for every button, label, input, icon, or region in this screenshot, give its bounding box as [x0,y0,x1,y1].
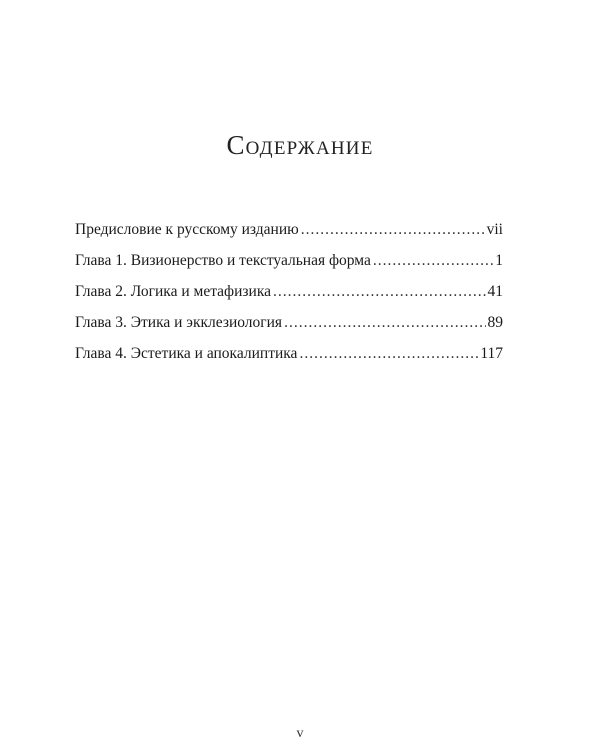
dot-leader [299,342,478,366]
table-of-contents [75,218,503,366]
toc-entry-title: Глава 3. Этика и экклезиология [75,314,283,331]
toc-entry-title: Глава 4. Эстетика и апокалиптика [75,345,298,362]
dot-leader [373,249,493,273]
toc-entry-title: Глава 2. Логика и метафизика [75,283,271,300]
toc-entry-page: 41 [487,283,503,300]
toc-entry-chapter-4 [75,342,503,366]
toc-entry-title: Глава 1. Визионерство и текстуальная форма [75,252,371,269]
dot-leader [273,280,486,304]
toc-entry-page: 89 [487,314,503,331]
toc-entry-page: 117 [480,345,503,362]
toc-entry-page: vii [486,221,503,238]
dot-leader [284,311,485,335]
toc-entry-title: Предисловие к русскому изданию [75,221,299,238]
toc-entry-chapter-1 [75,249,503,273]
toc-entry-chapter-3 [75,311,503,335]
toc-entry-chapter-2 [75,280,503,304]
page-title: Содержание [226,130,374,160]
toc-entry-preface [75,218,503,242]
page-number: v [296,726,304,741]
toc-entry-page: 1 [495,252,503,269]
dot-leader [301,218,485,242]
